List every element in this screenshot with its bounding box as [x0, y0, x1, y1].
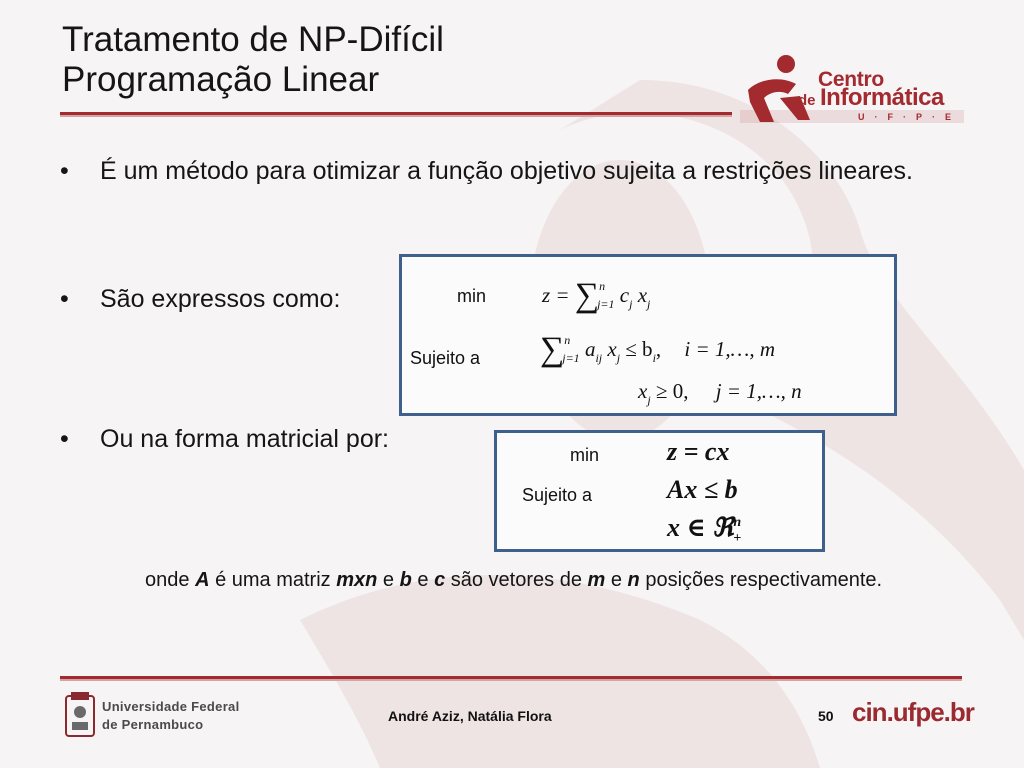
bullet-item — [60, 418, 500, 460]
centro-informatica-logo — [740, 50, 970, 128]
matrix-domain: x ∈ ℜ$^n_+$ — [667, 513, 742, 546]
ufpe-crest-icon — [62, 690, 98, 742]
bullet-item — [60, 150, 962, 240]
page-number: 50 — [818, 708, 834, 724]
logo-ufpe: U·F·P·E — [858, 112, 961, 122]
bullet-item — [60, 278, 400, 320]
explanation-note: onde A é uma matriz mxn e b e c são vetores de m e n posições respectivamente. — [145, 569, 883, 591]
matrix-constraint: Ax ≤ b — [667, 475, 738, 504]
logo-line-1: Centro — [818, 68, 884, 91]
footer-rule-shadow — [60, 679, 962, 681]
subject-to-label: Sujeito a — [410, 348, 481, 368]
bullet-marker: • — [60, 425, 69, 453]
objective-formula: z = ∑$^n_{j=1}$ $c_j$ $x_j$ — [542, 277, 651, 314]
logo-line-2: Informática — [820, 84, 944, 111]
non-negativity-formula: $x_j \ge 0$, j = 1,…, n — [638, 379, 802, 407]
lp-formulation-box — [399, 254, 897, 416]
min-label: min — [570, 445, 600, 465]
slide-title — [62, 20, 444, 100]
site-logo: cin.ufpe.br — [852, 697, 974, 727]
bullet-text: São expressos como: — [100, 285, 341, 313]
title-line-2: Programação Linear — [62, 60, 380, 99]
title-line-1: Tratamento de NP-Difícil — [62, 20, 444, 59]
title-underline-shadow — [60, 115, 732, 117]
min-label: min — [457, 286, 487, 306]
bullet-text: É um método para otimizar a função objetivo sujeita a restrições lineares. — [100, 157, 913, 185]
ufpe-logo — [62, 690, 252, 744]
footer-authors: André Aziz, Natália Flora — [388, 708, 552, 724]
bullet-marker: • — [60, 157, 69, 185]
bullet-text: Ou na forma matricial por: — [100, 425, 389, 453]
logo-figure-icon — [740, 50, 820, 126]
bullet-marker: • — [60, 285, 69, 313]
matrix-form-box — [494, 430, 825, 552]
university-name: Universidade Federal de Pernambuco — [102, 699, 240, 732]
matrix-objective: z = cx — [667, 437, 730, 466]
logo-prefix: de — [798, 92, 816, 109]
subject-to-label: Sujeito a — [522, 485, 593, 505]
constraint-sum-formula: ∑$^n_{j=1}$ $a_{ij}$ $x_j \le b_i$, i = 1,…, m — [540, 331, 775, 368]
